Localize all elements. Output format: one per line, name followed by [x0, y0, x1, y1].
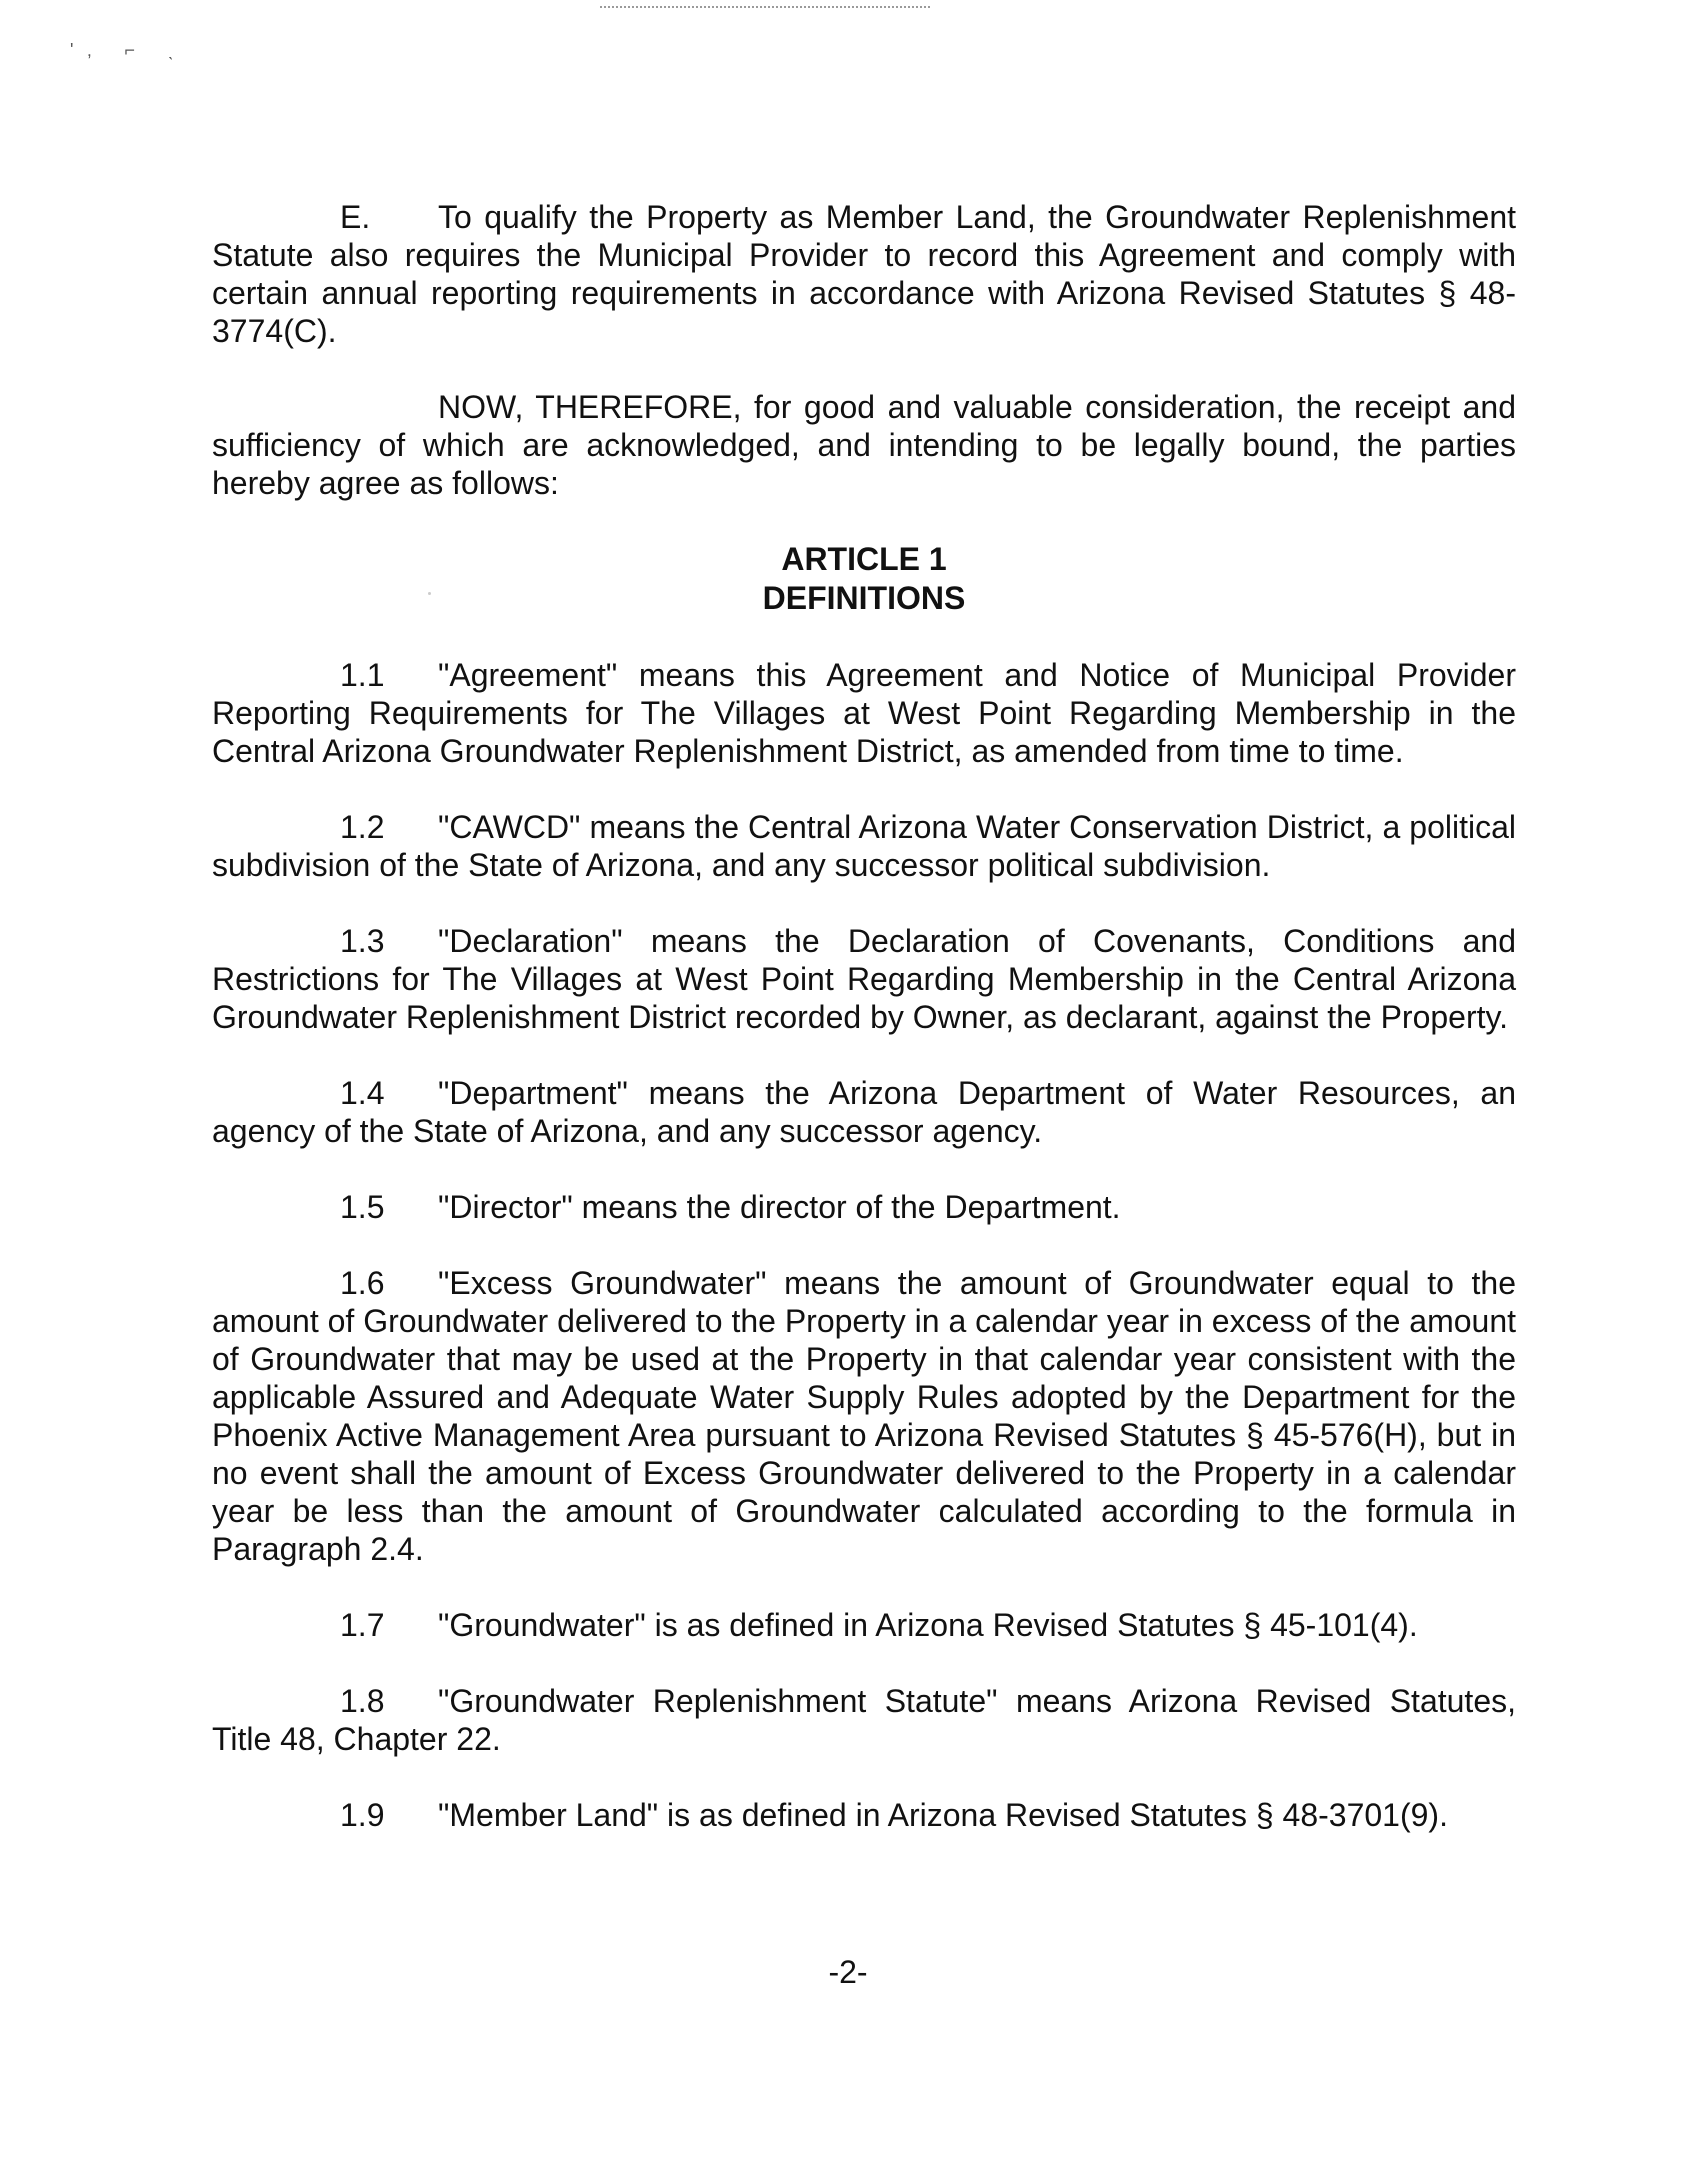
article-subheading: DEFINITIONS	[762, 580, 966, 616]
definition-text: "Groundwater Replenishment Statute" means Arizona Revised Statutes, Title 48, Chapter 22.	[212, 1683, 1516, 1757]
definition-item	[212, 1264, 1516, 1568]
definition-item	[212, 922, 1516, 1036]
definition-text: "Declaration" means the Declaration of Covenants, Conditions and Restrictions for The Villages at West Point Regarding Membership in the Central Arizona Groundwater Replenishment District recorded by Owner, as declarant, against the Property.	[212, 923, 1516, 1035]
recital-e	[212, 198, 1516, 350]
recital-text: To qualify the Property as Member Land, the Groundwater Replenishment Statute also requires the Municipal Provider to record this Agreement and comply with certain annual reporting requirements in accordance with Arizona Revised Statutes § 48-3774(C).	[212, 199, 1516, 349]
definition-number: 1.4	[340, 1075, 385, 1111]
definition-item	[212, 656, 1516, 770]
definition-item	[212, 808, 1516, 884]
definition-item	[212, 1074, 1516, 1150]
definition-text: "Excess Groundwater" means the amount of Groundwater equal to the amount of Groundwater delivered to the Property in a calendar year in excess of the amount of Groundwater that may be used at the Property in that calendar year consistent with the applicable Assured and Adequate Water Supply Rules adopted by the Department for the Phoenix Active Management Area pursuant to Arizona Revised Statutes § 45-576(H), but in no event shall the amount of Excess Groundwater delivered to the Property in a calendar year be less than the amount of Groundwater calculated according to the formula in Paragraph 2.4.	[212, 1265, 1516, 1567]
scan-artifact-icon: '‚ ⌐ ˎ	[70, 40, 188, 60]
definition-number: 1.2	[340, 809, 385, 845]
definition-text: "Groundwater" is as defined in Arizona Revised Statutes § 45-101(4).	[438, 1607, 1418, 1643]
article-heading-block	[212, 540, 1516, 618]
definition-number: 1.6	[340, 1265, 385, 1301]
definition-item	[212, 1796, 1516, 1834]
definition-text: "Department" means the Arizona Department of Water Resources, an agency of the State of Arizona, and any successor agency.	[212, 1075, 1516, 1149]
recital-label: E.	[340, 199, 371, 235]
document-body	[212, 198, 1516, 1872]
definition-number: 1.5	[340, 1189, 385, 1225]
definition-text: "Member Land" is as defined in Arizona Revised Statutes § 48-3701(9).	[438, 1797, 1448, 1833]
scan-header-line	[600, 6, 930, 8]
definition-number: 1.1	[340, 657, 385, 693]
definition-text: "Agreement" means this Agreement and Notice of Municipal Provider Reporting Requirements for The Villages at West Point Regarding Membership in the Central Arizona Groundwater Replenishment District, as amended from time to time.	[212, 657, 1516, 769]
definition-item	[212, 1682, 1516, 1758]
definition-number: 1.9	[340, 1797, 385, 1833]
definition-number: 1.7	[340, 1607, 385, 1643]
page-number: -2-	[828, 1954, 868, 1990]
definition-item	[212, 1606, 1516, 1644]
definition-text: "Director" means the director of the Department.	[438, 1189, 1121, 1225]
definition-item	[212, 1188, 1516, 1226]
now-therefore-text: NOW, THEREFORE, for good and valuable consideration, the receipt and sufficiency of which are acknowledged, and intending to be legally bound, the parties hereby agree as follows:	[212, 389, 1516, 501]
definition-number: 1.3	[340, 923, 385, 959]
now-therefore-clause	[212, 388, 1516, 502]
definition-number: 1.8	[340, 1683, 385, 1719]
definition-text: "CAWCD" means the Central Arizona Water Conservation District, a political subdivision of the State of Arizona, and any successor political subdivision.	[212, 809, 1516, 883]
article-heading: ARTICLE 1	[781, 541, 947, 577]
